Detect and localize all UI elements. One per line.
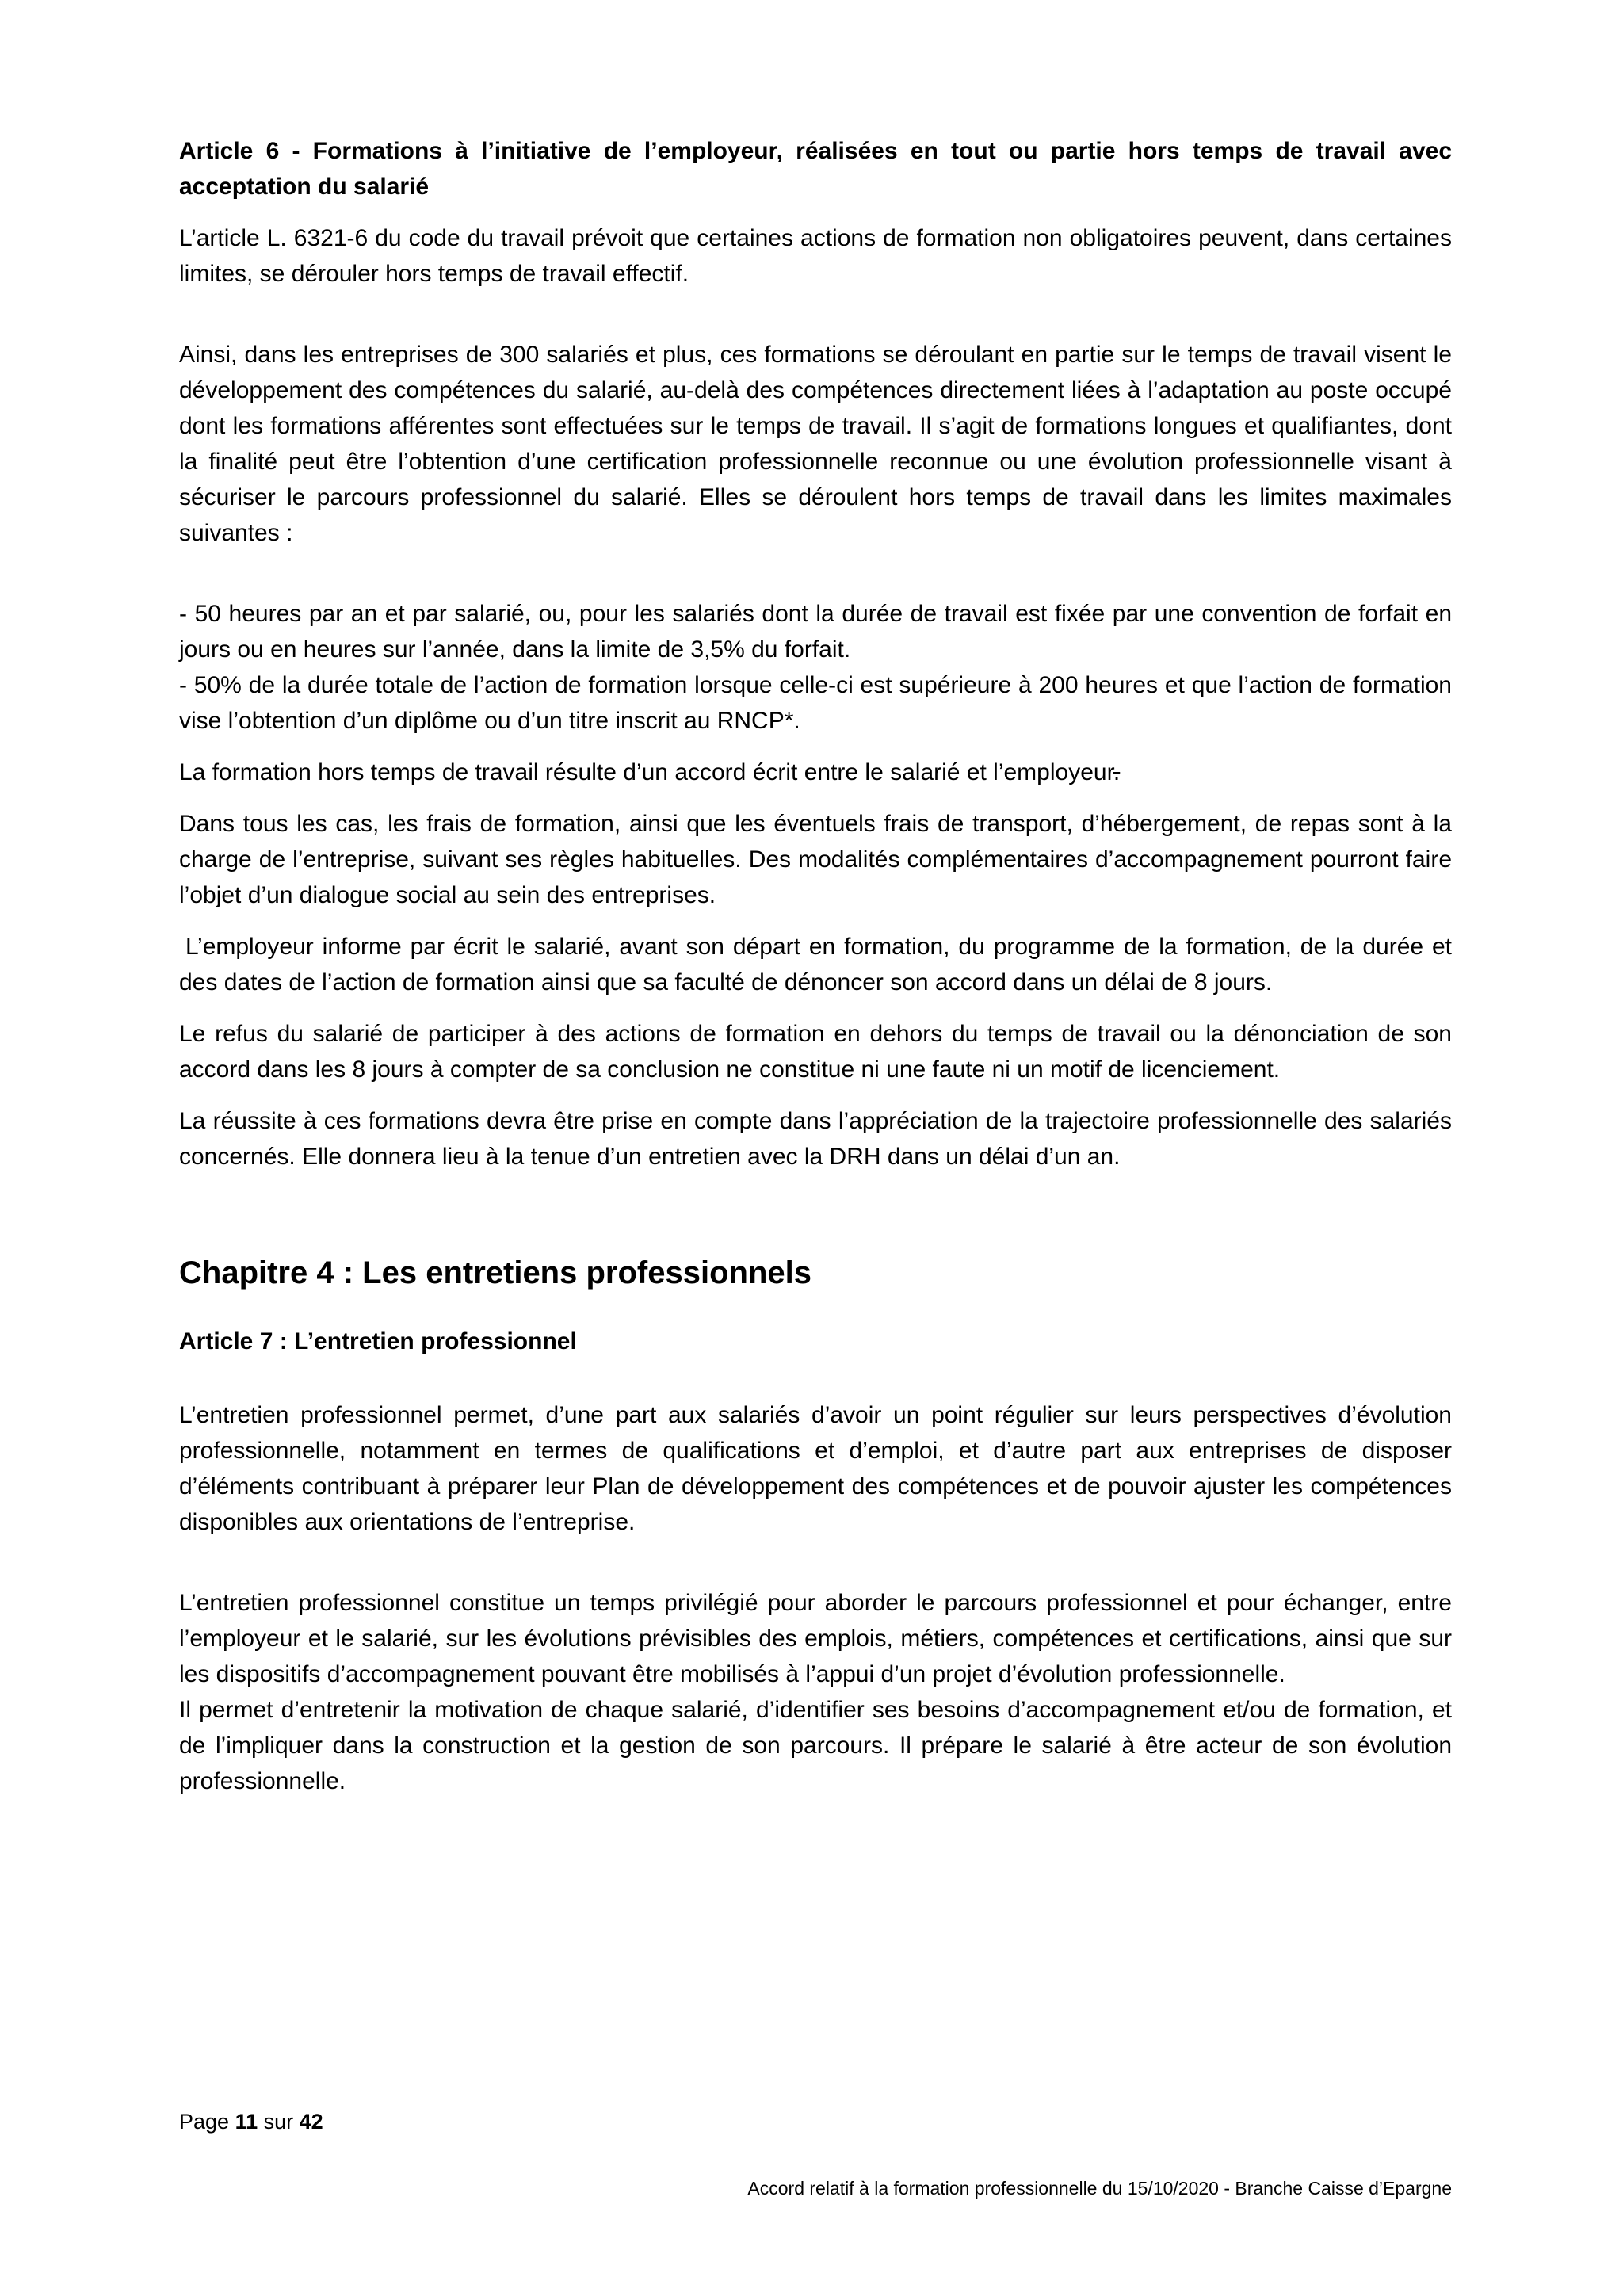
page-prefix: Page xyxy=(179,2110,235,2134)
article-6-paragraph-6: Le refus du salarié de participer à des actions de formation en dehors du temps de travail ou la dénonciation de son accord dans les 8 jours à compter de sa conclusion ne constitue ni une faute ni un motif de licenciement. xyxy=(179,1021,1452,1083)
article-6-bullet-1: - 50 heures par an et par salarié, ou, pour les salariés dont la durée de travail est fixée par une convention de forfait en jours ou en heures sur l’année, dans la limite de 3,5% du forfait. xyxy=(179,601,1452,663)
page-content xyxy=(179,133,1452,1799)
struck-period: . xyxy=(1113,759,1121,785)
article-6-paragraph-2: Ainsi, dans les entreprises de 300 salariés et plus, ces formations se déroulant en partie sur le temps de travail visent le développement des compétences du salarié, au-delà des compétences directement liées à l’adaptation au poste occupé dont les formations afférentes sont effectuées sur le temps de travail. Il s’agit de formations longues et qualifiantes, dont la finalité peut être l’obtention d’une certification professionnelle reconnue ou une évolution professionnelle visant à sécuriser le parcours professionnel du salarié. Elles se déroulent hors temps de travail dans les limites maximales suivantes : xyxy=(179,342,1452,546)
article-6-paragraph-3 xyxy=(179,755,1452,790)
chapter-4-title: Chapitre 4 : Les entretiens professionnels xyxy=(179,1255,812,1290)
article-6-title: Article 6 - Formations à l’initiative de l’employeur, réalisées en tout ou partie hors temps de travail avec acceptation du salarié xyxy=(179,138,1452,200)
article-7-paragraph-2: L’entretien professionnel constitue un temps privilégié pour aborder le parcours professionnel et pour échanger, entre l’employeur et le salarié, sur les évolutions prévisibles des emplois, métiers, compétences et certifications, ainsi que sur les dispositifs d’accompagnement pouvant être mobilisés à l’appui d’un projet d’évolution professionnelle. xyxy=(179,1590,1452,1687)
footer-accord-title: Accord relatif à la formation professionnelle du 15/10/2020 - Branche Caisse d’Epargne xyxy=(747,2178,1452,2199)
article-7-paragraph-3: Il permet d’entretenir la motivation de chaque salarié, d’identifier ses besoins d’accompagnement et/ou de formation, et de l’impliquer dans la construction et la gestion de son parcours. Il prépare le salarié à être acteur de son évolution professionnelle. xyxy=(179,1697,1452,1794)
article-6-paragraph-4: Dans tous les cas, les frais de formation, ainsi que les éventuels frais de transport, d’hébergement, de repas sont à la charge de l’entreprise, suivant ses règles habituelles. Des modalités complémentaires d’accompagnement pourront faire l’objet d’un dialogue social au sein des entreprises. xyxy=(179,811,1452,908)
page-number xyxy=(179,2108,323,2135)
article-6-paragraph-3-text: La formation hors temps de travail résulte d’un accord écrit entre le salarié et l’employeur xyxy=(179,759,1113,785)
page-total: 42 xyxy=(299,2110,323,2134)
page-middle: sur xyxy=(258,2110,300,2134)
page-current: 11 xyxy=(235,2110,258,2134)
article-7-paragraph-1: L’entretien professionnel permet, d’une part aux salariés d’avoir un point régulier sur leurs perspectives d’évolution professionnelle, notamment en termes de qualifications et d’emploi, et d’autre part aux entreprises de disposer d’éléments contribuant à préparer leur Plan de développement des compétences et de pouvoir ajuster les compétences disponibles aux orientations de l’entreprise. xyxy=(179,1402,1452,1535)
article-6-paragraph-5: L’employeur informe par écrit le salarié, avant son départ en formation, du programme de la formation, de la durée et des dates de l’action de formation ainsi que sa faculté de dénoncer son accord dans un délai de 8 jours. xyxy=(179,934,1452,995)
article-6-bullet-2: - 50% de la durée totale de l’action de formation lorsque celle-ci est supérieure à 200 heures et que l’action de formation vise l’obtention d’un diplôme ou d’un titre inscrit au RNCP*. xyxy=(179,672,1452,734)
article-7-title: Article 7 : L’entretien professionnel xyxy=(179,1328,577,1354)
article-6-paragraph-7: La réussite à ces formations devra être prise en compte dans l’appréciation de la trajectoire professionnelle des salariés concernés. Elle donnera lieu à la tenue d’un entretien avec la DRH dans un délai d’un an. xyxy=(179,1108,1452,1170)
article-6-paragraph-1: L’article L. 6321-6 du code du travail prévoit que certaines actions de formation non obligatoires peuvent, dans certaines limites, se dérouler hors temps de travail effectif. xyxy=(179,225,1452,287)
